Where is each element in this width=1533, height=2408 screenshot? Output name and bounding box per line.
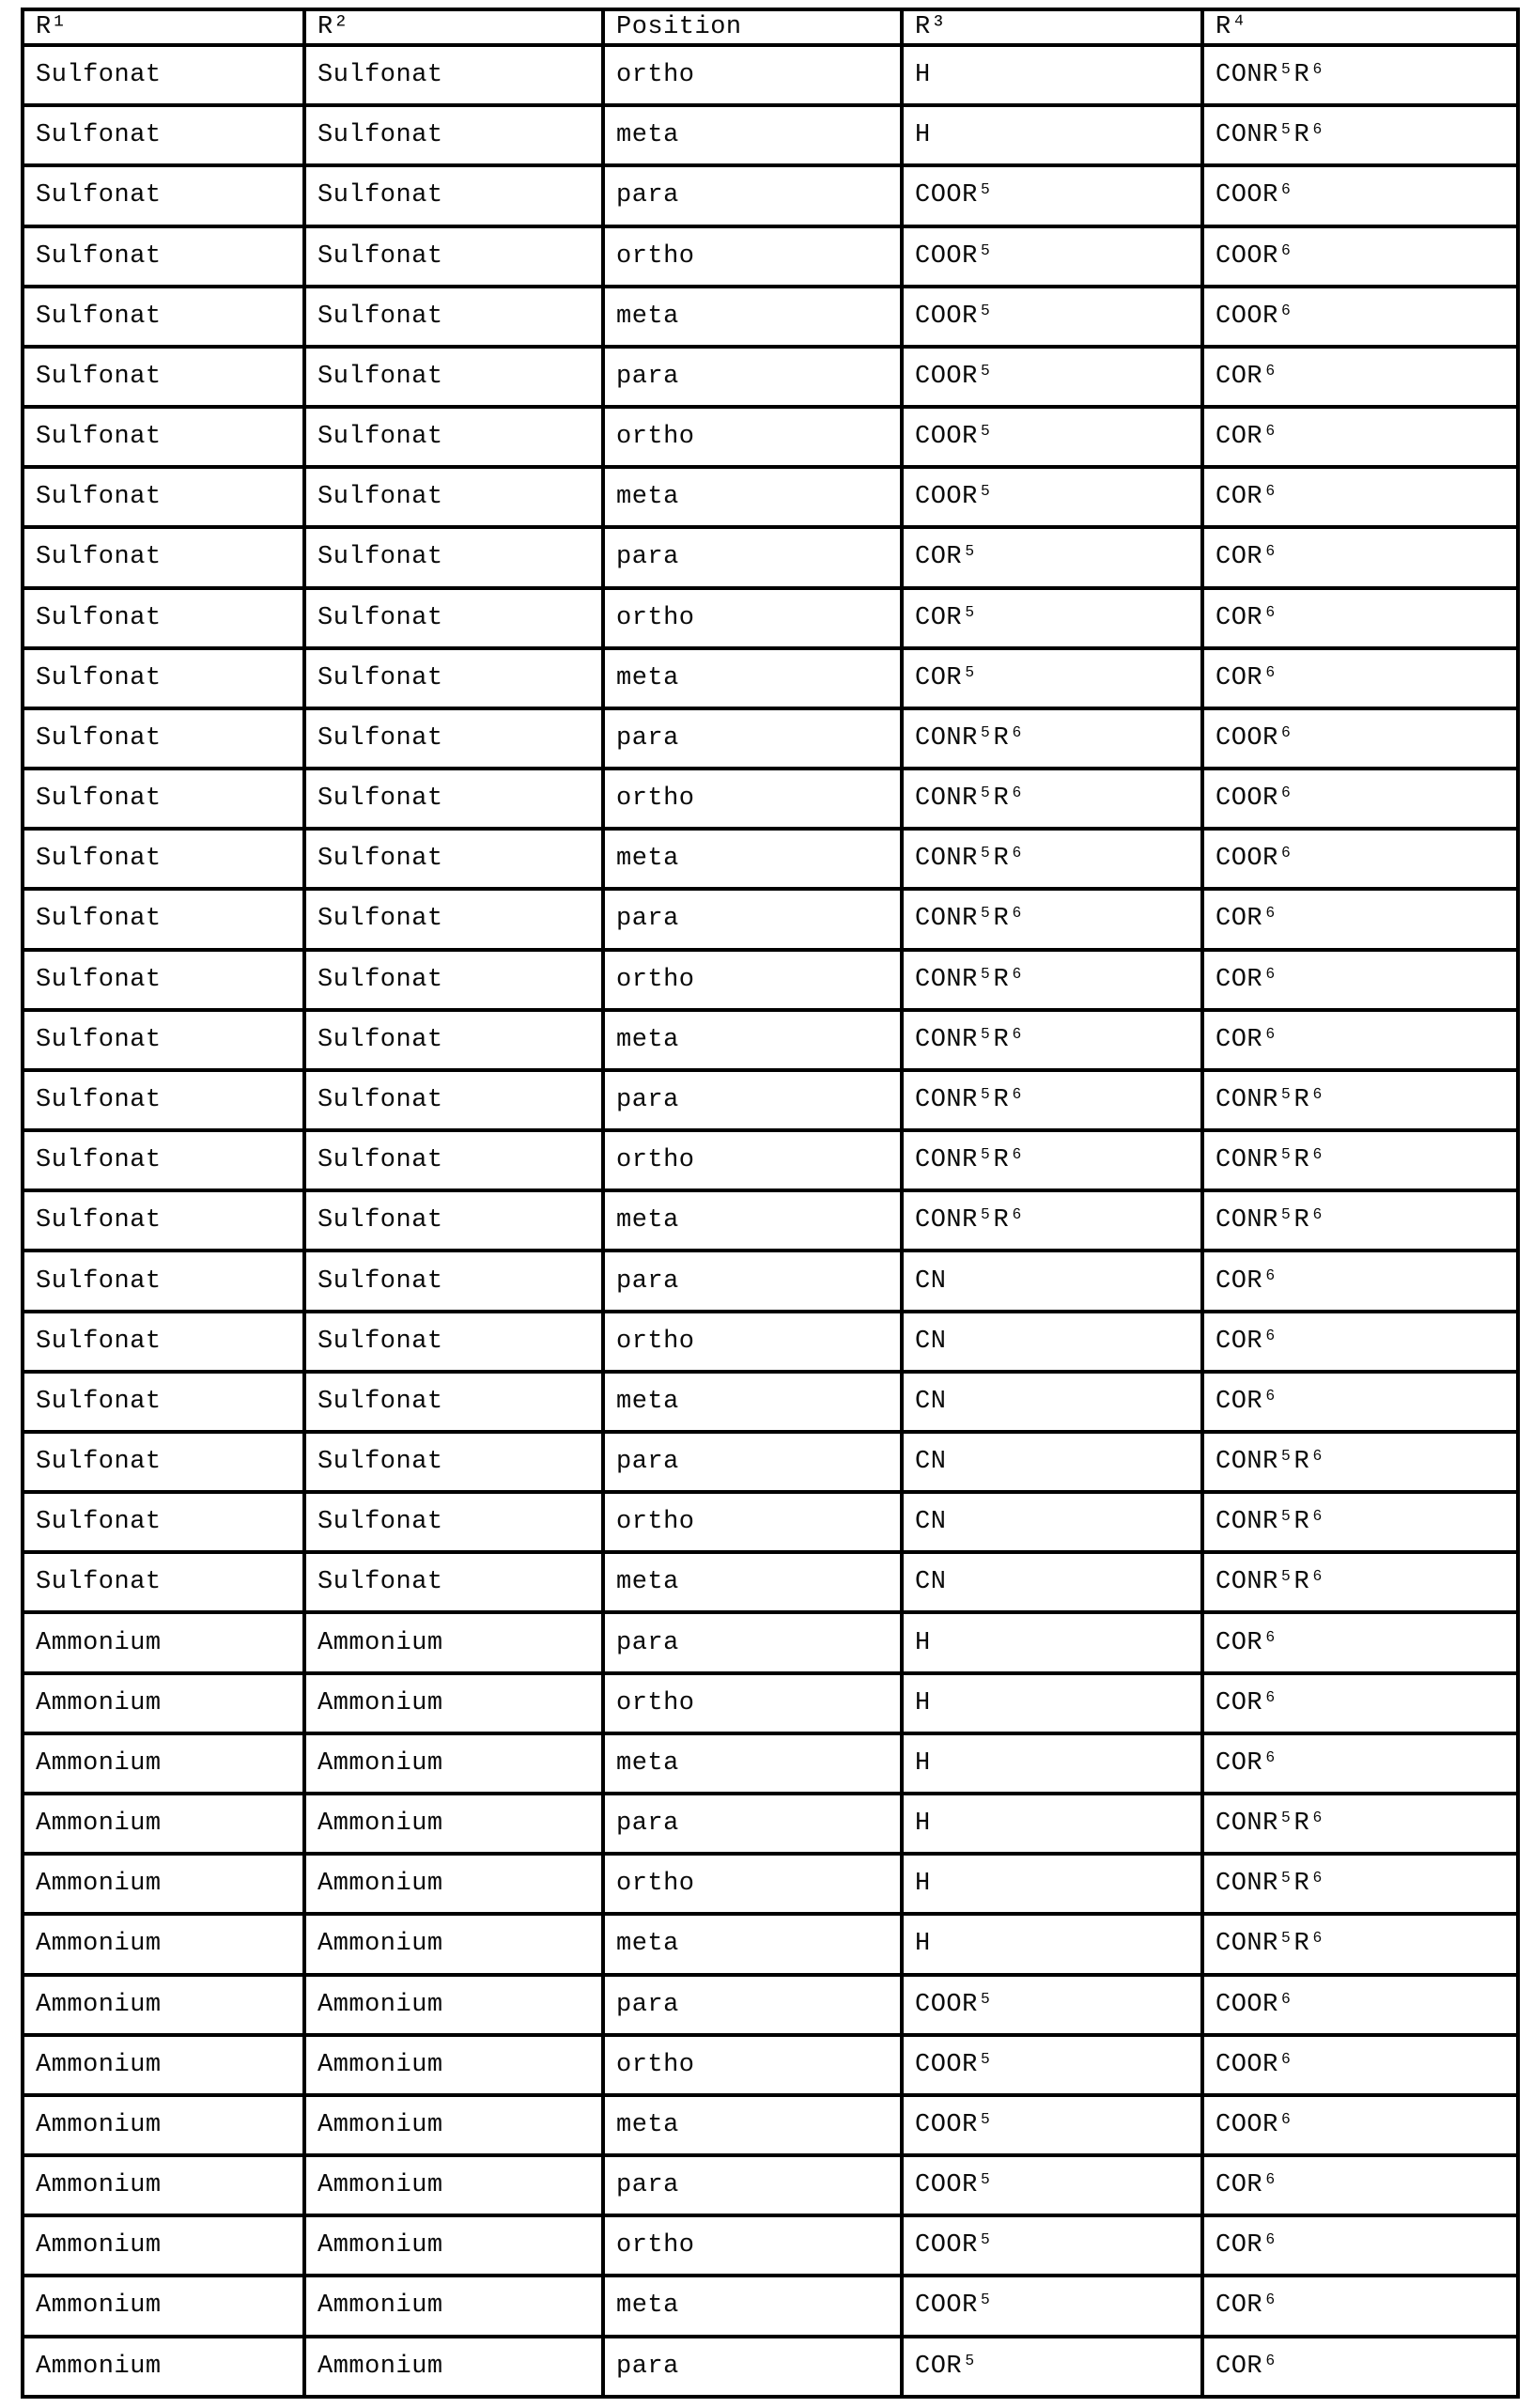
table-cell: COOR⁶ [1202, 2095, 1518, 2155]
table-cell: Sulfonat [304, 1010, 603, 1070]
table-cell: Sulfonat [304, 829, 603, 889]
table-cell: COR⁶ [1202, 889, 1518, 949]
table-cell: CN [902, 1312, 1202, 1372]
table-cell: para [603, 527, 902, 587]
table-row [23, 1190, 1518, 1251]
table-cell: Sulfonat [304, 708, 603, 769]
table-cell: Ammonium [304, 2095, 603, 2155]
table-cell: ortho [603, 1854, 902, 1914]
table-cell: COR⁶ [1202, 1010, 1518, 1070]
table-cell: COOR⁵ [902, 347, 1202, 407]
column-header-1: R¹ [23, 9, 304, 45]
table-cell: meta [603, 1552, 902, 1612]
table-cell: COR⁶ [1202, 407, 1518, 467]
table-cell: para [603, 889, 902, 949]
table-row [23, 2035, 1518, 2095]
table-cell: Sulfonat [304, 588, 603, 648]
table-cell: Sulfonat [23, 1552, 304, 1612]
table-cell: Sulfonat [304, 407, 603, 467]
table-cell: Sulfonat [304, 226, 603, 287]
table-cell: Ammonium [304, 2155, 603, 2215]
table-cell: Sulfonat [23, 1372, 304, 1432]
table-row [23, 950, 1518, 1010]
table-cell: CONR⁵R⁶ [1202, 1552, 1518, 1612]
table-cell: Sulfonat [23, 1010, 304, 1070]
table-cell: meta [603, 467, 902, 527]
table-cell: H [902, 1794, 1202, 1854]
table-cell: meta [603, 287, 902, 347]
table-cell: CONR⁵R⁶ [902, 950, 1202, 1010]
table-cell: COR⁶ [1202, 1312, 1518, 1372]
table-cell: para [603, 1251, 902, 1311]
table-cell: COR⁶ [1202, 1733, 1518, 1794]
table-row [23, 769, 1518, 829]
table-cell: meta [603, 1010, 902, 1070]
table-row [23, 1251, 1518, 1311]
table-cell: ortho [603, 2215, 902, 2276]
table-cell: Ammonium [304, 2276, 603, 2336]
table-cell: Sulfonat [304, 165, 603, 225]
table-cell: COOR⁵ [902, 2035, 1202, 2095]
table-cell: Sulfonat [304, 45, 603, 105]
table-cell: Sulfonat [304, 1190, 603, 1251]
table-cell: CONR⁵R⁶ [902, 1130, 1202, 1190]
table-cell: Ammonium [304, 2215, 603, 2276]
table-cell: Sulfonat [23, 1190, 304, 1251]
table-cell: CONR⁵R⁶ [1202, 1130, 1518, 1190]
table-cell: Sulfonat [304, 1552, 603, 1612]
table-cell: H [902, 45, 1202, 105]
table-row [23, 889, 1518, 949]
table-cell: ortho [603, 2035, 902, 2095]
table-cell: Ammonium [23, 2155, 304, 2215]
table-cell: COOR⁶ [1202, 2035, 1518, 2095]
table-row [23, 1492, 1518, 1552]
table-cell: Ammonium [23, 1975, 304, 2035]
table-cell: Sulfonat [23, 889, 304, 949]
table-cell: COOR⁶ [1202, 829, 1518, 889]
table-cell: CONR⁵R⁶ [1202, 1070, 1518, 1130]
table-row [23, 588, 1518, 648]
table-row [23, 1372, 1518, 1432]
table-cell: COR⁵ [902, 648, 1202, 708]
table-row [23, 467, 1518, 527]
table-row [23, 407, 1518, 467]
table-cell: para [603, 1794, 902, 1854]
table-cell: Sulfonat [304, 950, 603, 1010]
table-cell: COR⁶ [1202, 1251, 1518, 1311]
table-row [23, 1914, 1518, 1974]
table-cell: H [902, 1914, 1202, 1974]
table-cell: COOR⁶ [1202, 769, 1518, 829]
table-cell: COOR⁵ [902, 287, 1202, 347]
table-cell: H [902, 1854, 1202, 1914]
table-cell: Sulfonat [304, 889, 603, 949]
table-cell: COOR⁵ [902, 2215, 1202, 2276]
table-cell: Ammonium [304, 1733, 603, 1794]
table-cell: COR⁶ [1202, 1612, 1518, 1672]
table-cell: Sulfonat [23, 1492, 304, 1552]
table-cell: COOR⁵ [902, 226, 1202, 287]
table-cell: Sulfonat [304, 1432, 603, 1492]
table-cell: Ammonium [304, 1673, 603, 1733]
table-cell: ortho [603, 1130, 902, 1190]
table-cell: Ammonium [304, 1794, 603, 1854]
table-cell: Ammonium [23, 1854, 304, 1914]
table-cell: CONR⁵R⁶ [1202, 1190, 1518, 1251]
table-row [23, 45, 1518, 105]
table-cell: H [902, 105, 1202, 165]
table-cell: para [603, 1612, 902, 1672]
table-cell: Sulfonat [23, 769, 304, 829]
table-cell: meta [603, 2095, 902, 2155]
table-cell: meta [603, 105, 902, 165]
table-cell: COR⁶ [1202, 648, 1518, 708]
table-cell: CONR⁵R⁶ [1202, 1492, 1518, 1552]
table-cell: Ammonium [23, 2215, 304, 2276]
table-cell: Ammonium [23, 1612, 304, 1672]
table-cell: para [603, 165, 902, 225]
table-cell: CN [902, 1492, 1202, 1552]
table-cell: COOR⁵ [902, 165, 1202, 225]
table-cell: Sulfonat [23, 165, 304, 225]
table-cell: Sulfonat [304, 347, 603, 407]
table-row [23, 347, 1518, 407]
table-cell: COR⁶ [1202, 347, 1518, 407]
column-header-4: R³ [902, 9, 1202, 45]
table-cell: COOR⁶ [1202, 165, 1518, 225]
table-cell: Ammonium [304, 1854, 603, 1914]
table-row [23, 1612, 1518, 1672]
table-cell: ortho [603, 45, 902, 105]
table-cell: CN [902, 1251, 1202, 1311]
table-cell: Sulfonat [23, 226, 304, 287]
table-cell: Sulfonat [23, 1130, 304, 1190]
table-cell: Ammonium [23, 1733, 304, 1794]
table-cell: Ammonium [304, 1975, 603, 2035]
table-cell: COR⁶ [1202, 2276, 1518, 2336]
table-cell: Sulfonat [23, 1251, 304, 1311]
table-cell: meta [603, 829, 902, 889]
table-row [23, 829, 1518, 889]
table-cell: COOR⁵ [902, 2155, 1202, 2215]
table-row [23, 1070, 1518, 1130]
table-cell: Sulfonat [23, 45, 304, 105]
table-cell: Sulfonat [23, 588, 304, 648]
table-cell: meta [603, 1733, 902, 1794]
table-cell: ortho [603, 950, 902, 1010]
table-cell: H [902, 1612, 1202, 1672]
table-cell: Ammonium [23, 1673, 304, 1733]
table-row [23, 105, 1518, 165]
table-cell: ortho [603, 226, 902, 287]
table-cell: meta [603, 648, 902, 708]
table-cell: meta [603, 1914, 902, 1974]
table-cell: Sulfonat [304, 1251, 603, 1311]
table-cell: COR⁶ [1202, 588, 1518, 648]
table-cell: COR⁵ [902, 2337, 1202, 2397]
table-cell: CN [902, 1552, 1202, 1612]
table-row [23, 2276, 1518, 2336]
table-cell: COOR⁵ [902, 1975, 1202, 2035]
table-cell: CONR⁵R⁶ [1202, 1432, 1518, 1492]
table-cell: CONR⁵R⁶ [1202, 1794, 1518, 1854]
table-cell: CONR⁵R⁶ [902, 1190, 1202, 1251]
table-row [23, 1432, 1518, 1492]
table-cell: Sulfonat [304, 1070, 603, 1130]
table-cell: CONR⁵R⁶ [1202, 105, 1518, 165]
table-row [23, 1312, 1518, 1372]
column-header-5: R⁴ [1202, 9, 1518, 45]
table-cell: Ammonium [23, 2337, 304, 2397]
table-cell: CONR⁵R⁶ [902, 1010, 1202, 1070]
table-row [23, 527, 1518, 587]
table-row [23, 1733, 1518, 1794]
table-row [23, 648, 1518, 708]
table-cell: meta [603, 2276, 902, 2336]
table-cell: CONR⁵R⁶ [1202, 45, 1518, 105]
table-cell: Ammonium [23, 2095, 304, 2155]
table-cell: para [603, 708, 902, 769]
table-row [23, 2095, 1518, 2155]
table-cell: ortho [603, 1492, 902, 1552]
table-cell: ortho [603, 1673, 902, 1733]
table-cell: Ammonium [23, 1794, 304, 1854]
table-cell: CONR⁵R⁶ [902, 708, 1202, 769]
table-row [23, 1130, 1518, 1190]
table-row [23, 2215, 1518, 2276]
table-cell: para [603, 1975, 902, 2035]
table-cell: Sulfonat [23, 527, 304, 587]
table-row [23, 2155, 1518, 2215]
table-row [23, 1010, 1518, 1070]
table-header-row [23, 9, 1518, 45]
table-cell: Sulfonat [304, 105, 603, 165]
table-cell: Sulfonat [23, 105, 304, 165]
table-cell: COR⁶ [1202, 1673, 1518, 1733]
table-cell: H [902, 1673, 1202, 1733]
table-cell: COR⁶ [1202, 950, 1518, 1010]
table-cell: CONR⁵R⁶ [902, 769, 1202, 829]
table-cell: Sulfonat [23, 1432, 304, 1492]
table-cell: CONR⁵R⁶ [902, 829, 1202, 889]
table-cell: Sulfonat [304, 769, 603, 829]
table-cell: Sulfonat [23, 648, 304, 708]
table-cell: COOR⁵ [902, 467, 1202, 527]
column-header-3: Position [603, 9, 902, 45]
table-cell: COOR⁶ [1202, 287, 1518, 347]
table-cell: Sulfonat [304, 1492, 603, 1552]
table-cell: Sulfonat [304, 1312, 603, 1372]
table-cell: Sulfonat [23, 467, 304, 527]
table-cell: Sulfonat [304, 287, 603, 347]
table-cell: CONR⁵R⁶ [902, 889, 1202, 949]
table-row [23, 1673, 1518, 1733]
table-cell: COR⁶ [1202, 467, 1518, 527]
table-cell: meta [603, 1372, 902, 1432]
table-cell: COR⁶ [1202, 2155, 1518, 2215]
table-row [23, 1975, 1518, 2035]
table-cell: Ammonium [23, 2035, 304, 2095]
table-cell: Sulfonat [304, 527, 603, 587]
table-cell: COR⁵ [902, 527, 1202, 587]
table-cell: Sulfonat [23, 708, 304, 769]
table-cell: COR⁶ [1202, 2215, 1518, 2276]
table-cell: CN [902, 1372, 1202, 1432]
table-cell: Ammonium [304, 1914, 603, 1974]
table-cell: COR⁶ [1202, 1372, 1518, 1432]
table-cell: Sulfonat [23, 950, 304, 1010]
table-cell: Sulfonat [304, 1130, 603, 1190]
table-cell: COOR⁶ [1202, 1975, 1518, 2035]
table-cell: Sulfonat [23, 407, 304, 467]
table-cell: Sulfonat [23, 347, 304, 407]
table-row [23, 1794, 1518, 1854]
table-row [23, 708, 1518, 769]
table-cell: Sulfonat [23, 1312, 304, 1372]
table-cell: ortho [603, 407, 902, 467]
table-cell: COOR⁵ [902, 2095, 1202, 2155]
table-row [23, 1854, 1518, 1914]
table-cell: COOR⁶ [1202, 226, 1518, 287]
table-cell: COOR⁵ [902, 407, 1202, 467]
table-cell: para [603, 347, 902, 407]
table-cell: para [603, 2337, 902, 2397]
table-cell: COOR⁵ [902, 2276, 1202, 2336]
table-cell: COR⁵ [902, 588, 1202, 648]
table-row [23, 165, 1518, 225]
table-cell: COR⁶ [1202, 2337, 1518, 2397]
table-cell: Ammonium [304, 1612, 603, 1672]
table-cell: Sulfonat [304, 648, 603, 708]
table-row [23, 2337, 1518, 2397]
table-cell: ortho [603, 769, 902, 829]
table-cell: Sulfonat [23, 1070, 304, 1130]
table-cell: ortho [603, 588, 902, 648]
table-cell: meta [603, 1190, 902, 1251]
table-cell: para [603, 2155, 902, 2215]
table-cell: para [603, 1432, 902, 1492]
table-cell: Sulfonat [304, 467, 603, 527]
table-cell: CONR⁵R⁶ [1202, 1854, 1518, 1914]
table-cell: para [603, 1070, 902, 1130]
table-cell: Sulfonat [304, 1372, 603, 1432]
table-cell: CONR⁵R⁶ [1202, 1914, 1518, 1974]
table-cell: Ammonium [304, 2337, 603, 2397]
table-row [23, 287, 1518, 347]
table-cell: Ammonium [304, 2035, 603, 2095]
substituent-table [21, 8, 1520, 2399]
table-cell: COR⁶ [1202, 527, 1518, 587]
table-cell: COOR⁶ [1202, 708, 1518, 769]
table-body [23, 45, 1518, 2397]
table-cell: Ammonium [23, 1914, 304, 1974]
table-cell: CONR⁵R⁶ [902, 1070, 1202, 1130]
table-cell: CN [902, 1432, 1202, 1492]
table-cell: Sulfonat [23, 287, 304, 347]
table-cell: Sulfonat [23, 829, 304, 889]
table-row [23, 226, 1518, 287]
table-row [23, 1552, 1518, 1612]
table-cell: Ammonium [23, 2276, 304, 2336]
table-cell: H [902, 1733, 1202, 1794]
column-header-2: R² [304, 9, 603, 45]
table-cell: ortho [603, 1312, 902, 1372]
